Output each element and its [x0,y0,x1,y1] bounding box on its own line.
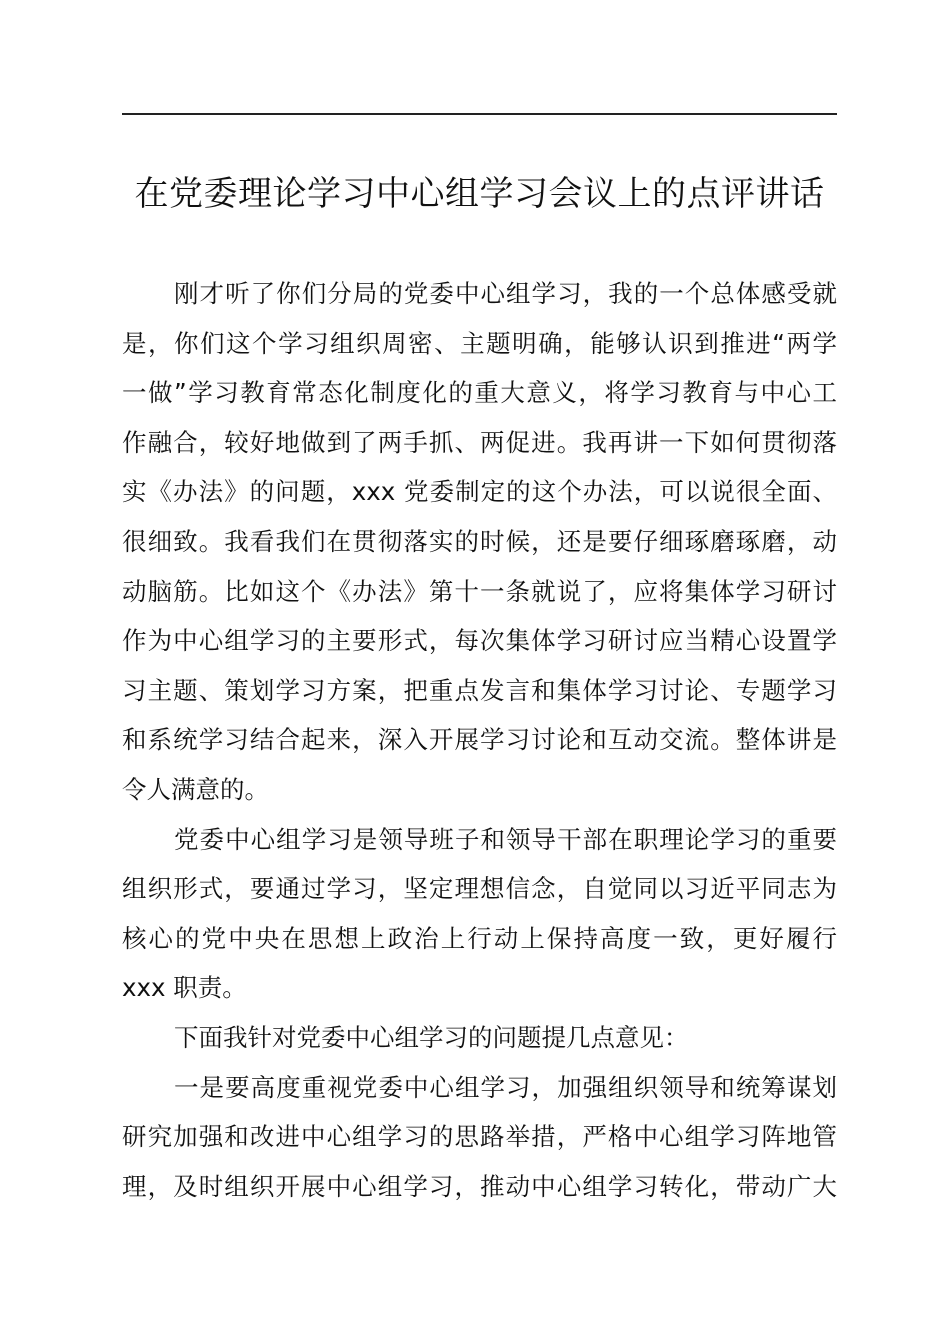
paragraph-1-line: 令人满意的。 [122,774,269,804]
paragraph-1-line: 和系统学习结合起来，深入开展学习讨论和互动交流。整体讲是 [122,725,837,755]
paragraph-1-line: 作为中心组学习的主要形式，每次集体学习研讨应当精心设置学 [122,626,837,656]
paragraph-1-line: 动脑筋。比如这个《办法》第十一条就说了，应将集体学习研讨 [122,576,837,606]
paragraph-4-line: 理，及时组织开展中心组学习，推动中心组学习转化，带动广大 [122,1171,837,1201]
paragraph-2-line: 组织形式，要通过学习，坚定理想信念，自觉同以习近平同志为 [122,874,837,904]
document-body [122,269,837,1211]
paragraph-2-line: 核心的党中央在思想上政治上行动上保持高度一致，更好履行 [122,923,837,953]
paragraph-1-line: 一做”学习教育常态化制度化的重大意义，将学习教育与中心工 [122,378,837,408]
paragraph-4-line: 一是要高度重视党委中心组学习，加强组织领导和统筹谋划 [174,1072,837,1102]
paragraph-4-line: 研究加强和改进中心组学习的思路举措，严格中心组学习阵地管 [122,1122,837,1152]
paragraph-1-line: 是，你们这个学习组织周密、主题明确，能够认识到推进“两学 [122,328,837,358]
paragraph-2-line: 党委中心组学习是领导班子和领导干部在职理论学习的重要 [174,824,837,854]
paragraph-1-line: 习主题、策划学习方案，把重点发言和集体学习讨论、专题学习 [122,675,837,705]
paragraph-1-line: 作融合，较好地做到了两手抓、两促进。我再讲一下如何贯彻落 [122,427,837,457]
paragraph-1-line: 实《办法》的问题，xxx 党委制定的这个办法，可以说很全面、 [122,477,837,507]
document-title: 在党委理论学习中心组学习会议上的点评讲话 [134,174,825,214]
paragraph-1-line: 刚才听了你们分局的党委中心组学习，我的一个总体感受就 [174,279,837,308]
paragraph-3-line: 下面我针对党委中心组学习的问题提几点意见： [174,1022,689,1052]
header-rule [122,113,837,115]
paragraph-1-line: 很细致。我看我们在贯彻落实的时候，还是要仔细琢磨琢磨，动 [122,526,837,556]
paragraph-2-line: xxx 职责。 [122,973,247,1003]
